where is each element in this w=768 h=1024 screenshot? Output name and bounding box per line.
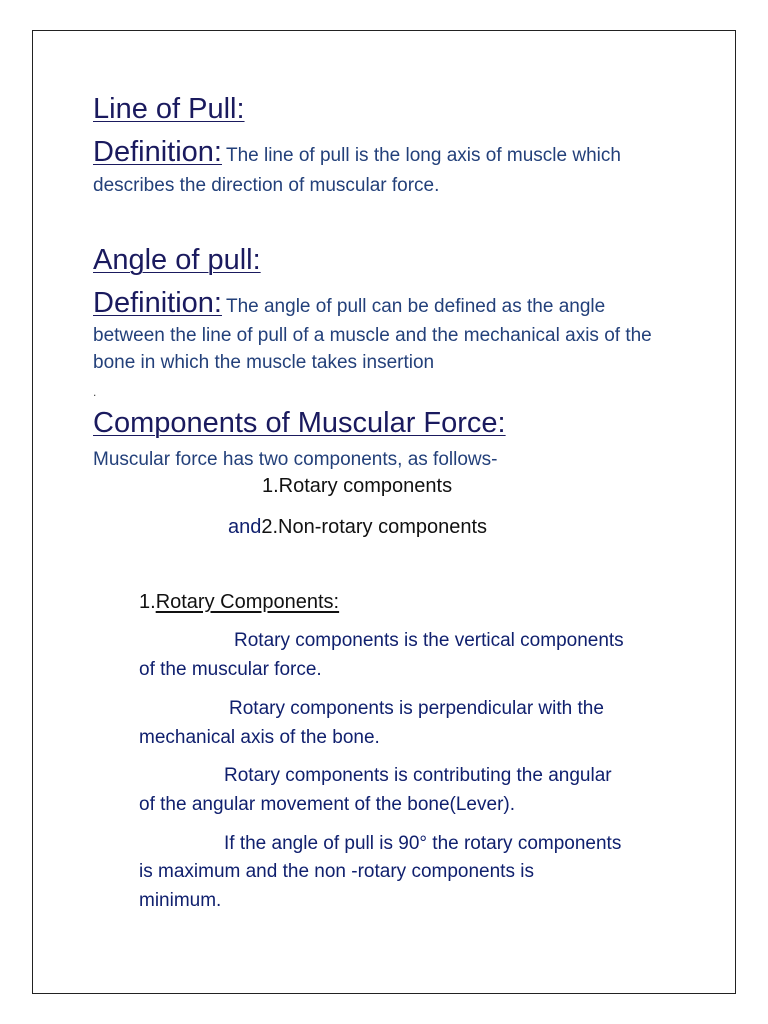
line-of-pull-definition-text: The line of pull is the long axis of muscle which: [225, 145, 621, 166]
rotary-paragraph-4-line-1: If the angle of pull is 90° the rotary components: [224, 833, 622, 854]
components-heading: Components of Muscular Force:: [93, 407, 506, 439]
components-intro: Muscular force has two components, as follows-: [93, 449, 498, 470]
angle-of-pull-heading: Angle of pull:: [93, 244, 261, 276]
definition-label: Definition:: [93, 136, 222, 168]
component-item-2: 2.Non-rotary components: [261, 516, 488, 538]
and-word: and: [228, 516, 262, 538]
component-item-1: 1.Rotary components: [262, 475, 453, 497]
rotary-paragraph-3-line-1: Rotary components is contributing the angular: [224, 765, 612, 786]
rotary-paragraph-4-line-3: minimum.: [139, 890, 222, 911]
angle-of-pull-definition-text-3: bone in which the muscle takes insertion: [93, 352, 435, 373]
rotary-paragraph-2-line-2: mechanical axis of the bone.: [139, 727, 380, 748]
rotary-number: 1.: [139, 591, 156, 613]
rotary-paragraph-1-line-1: Rotary components is the vertical components: [234, 630, 624, 651]
line-of-pull-definition-text-2: describes the direction of muscular force.: [93, 175, 440, 196]
line-of-pull-definition-line: [93, 136, 621, 169]
line-of-pull-heading: Line of Pull:: [93, 93, 245, 125]
angle-of-pull-definition-text: The angle of pull can be defined as the angle: [225, 296, 606, 317]
component-item-2-line: [228, 517, 487, 538]
angle-of-pull-definition-line: [93, 287, 605, 320]
rotary-heading-line: [139, 592, 339, 613]
angle-of-pull-definition-text-2: between the line of pull of a muscle and the mechanical axis of the: [93, 325, 652, 346]
stray-dot: .: [93, 385, 97, 399]
rotary-paragraph-2-line-1: Rotary components is perpendicular with the: [229, 698, 604, 719]
rotary-paragraph-3-line-2: of the angular movement of the bone(Lever).: [139, 794, 516, 815]
rotary-paragraph-1-line-2: of the muscular force.: [139, 659, 322, 680]
rotary-paragraph-4-line-2: is maximum and the non -rotary components is: [139, 861, 534, 882]
rotary-heading: Rotary Components:: [155, 591, 340, 613]
definition-label: Definition:: [93, 287, 222, 319]
